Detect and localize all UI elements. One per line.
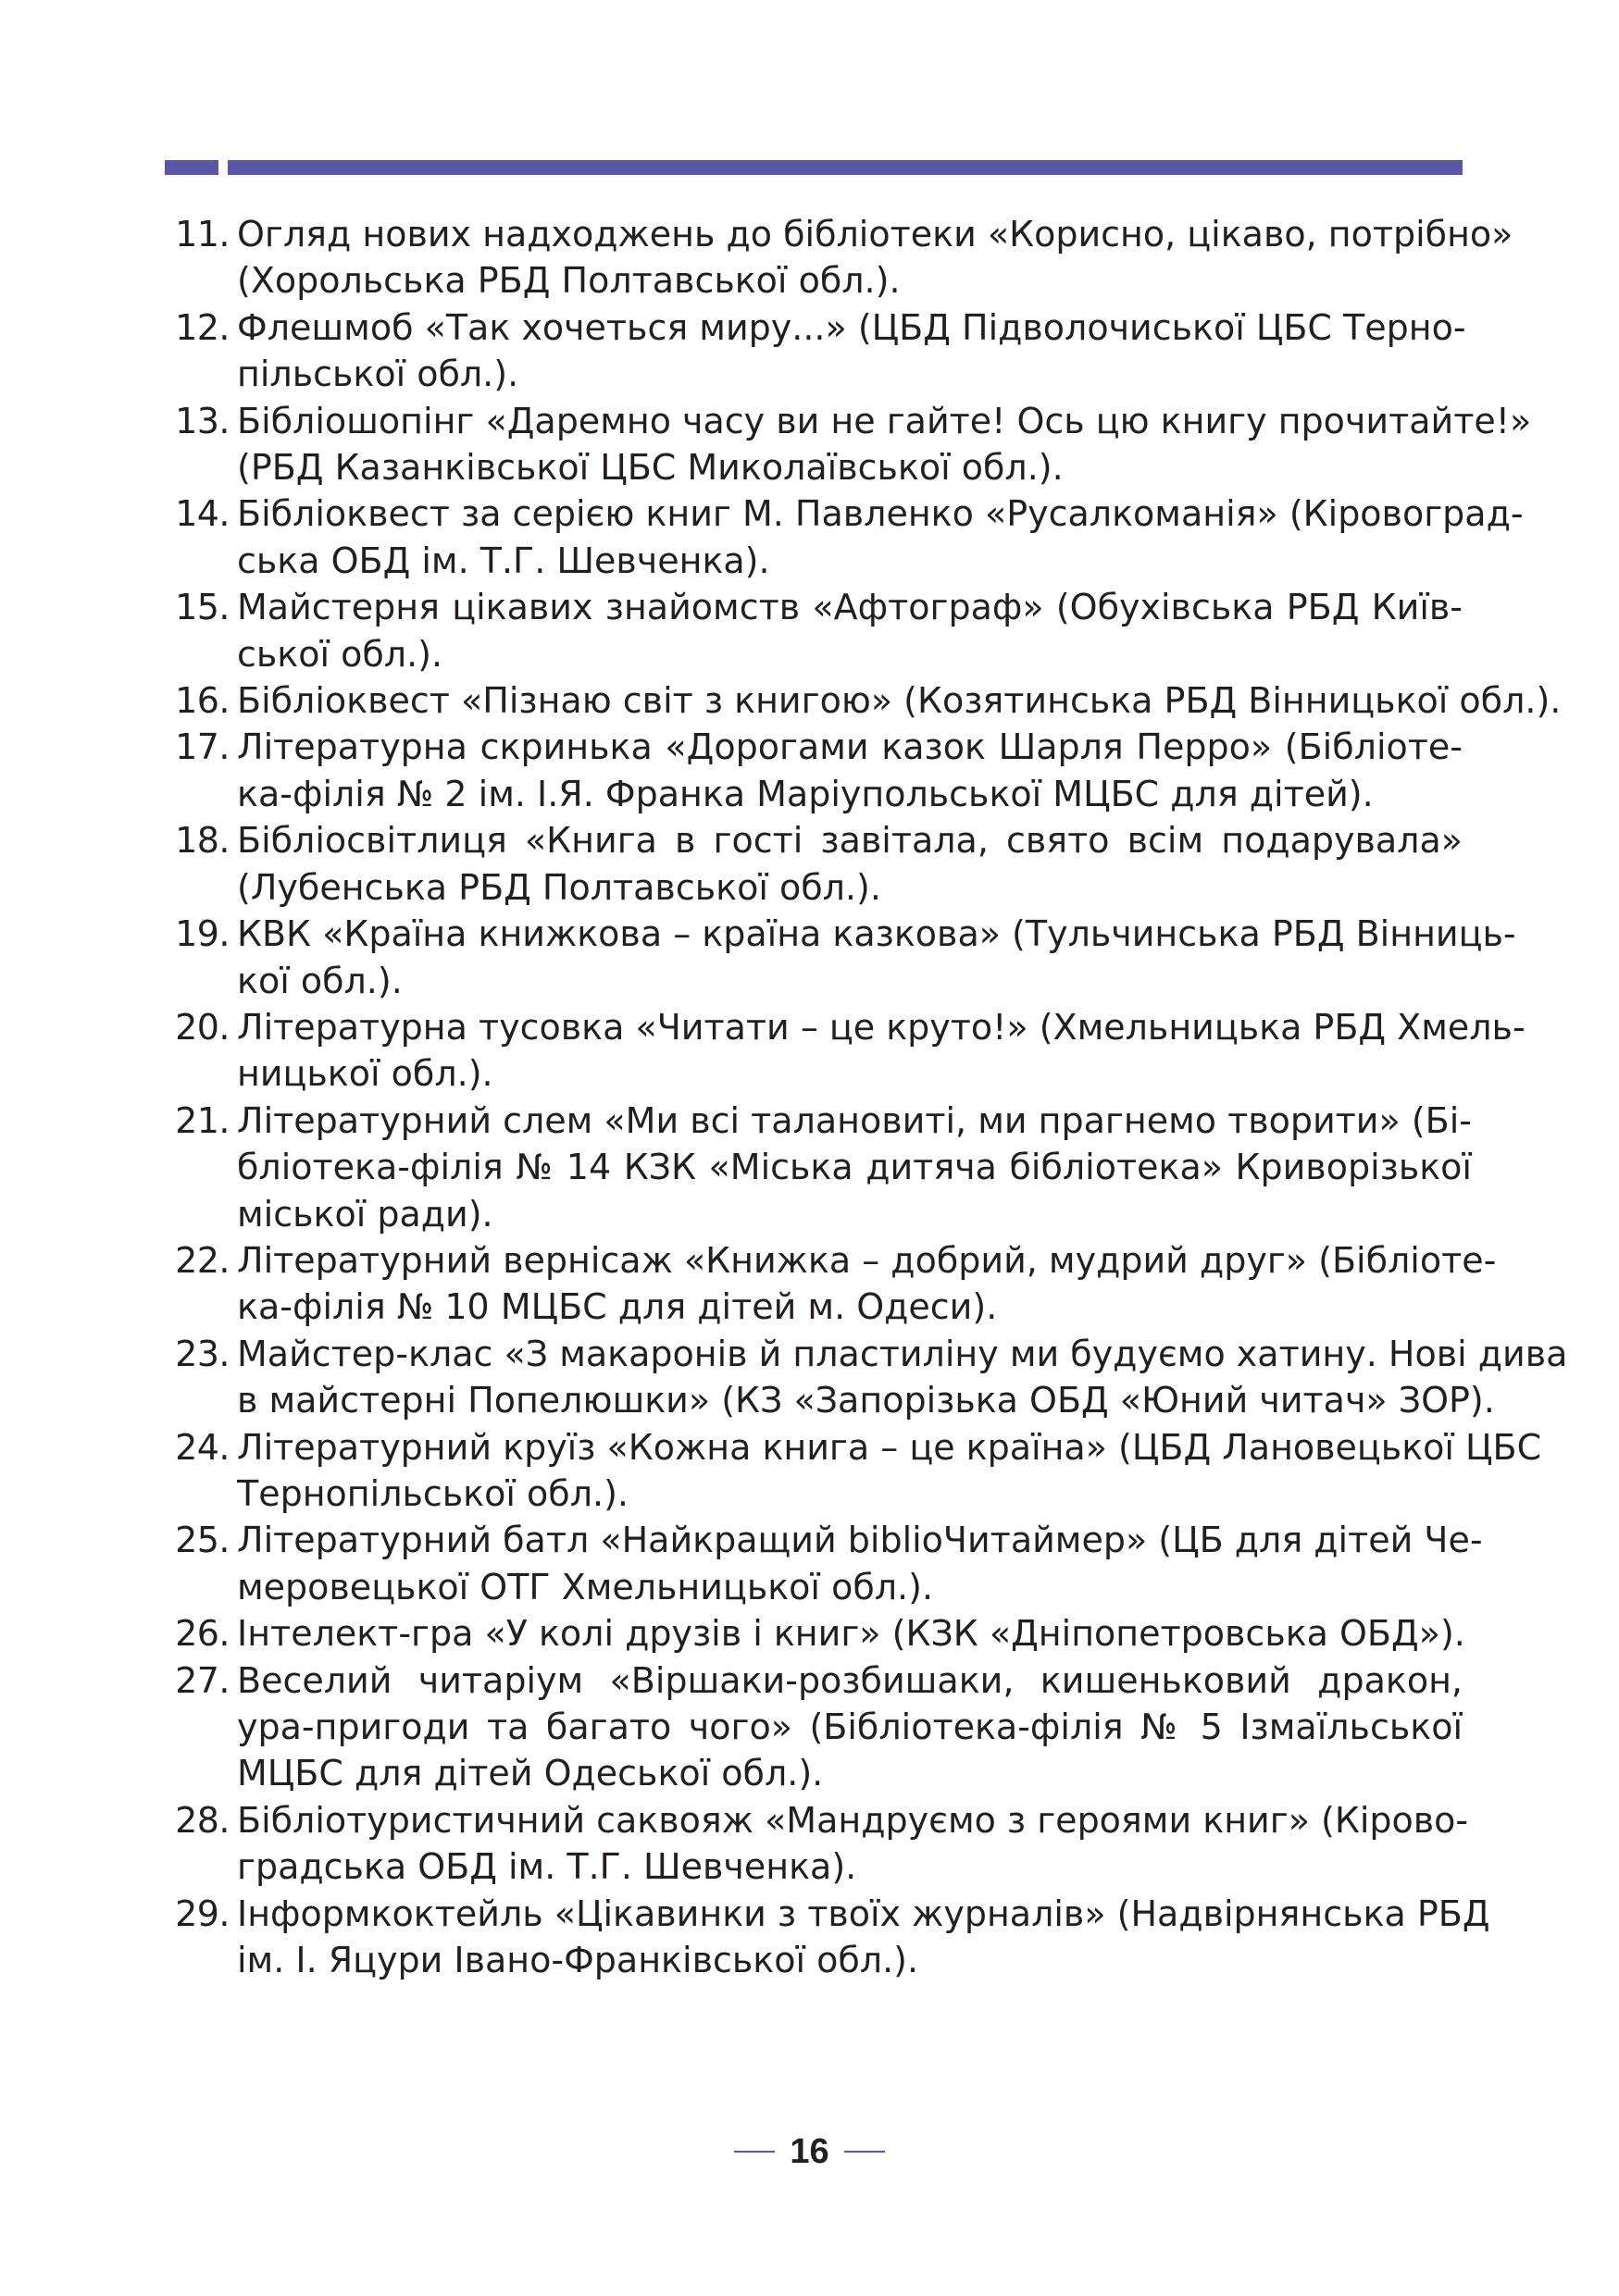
item-text-line: (Хорольська РБД Полтавської обл.). — [237, 260, 901, 302]
list-item — [163, 584, 1463, 677]
item-text — [230, 1424, 1541, 1518]
item-text-line: Бібліоквест «Пізнаю світ з книгою» (Козятинська РБД Вінницької обл.). — [237, 680, 1562, 722]
item-text-line: МЦБС для дітей Одеської обл.). — [237, 1753, 824, 1794]
page-number: 16 — [790, 2132, 829, 2171]
item-text-line: (Лубенська РБД Полтавської обл.). — [237, 866, 881, 908]
item-text-line: бліотека-філія № 14 КЗК «Міська дитяча бібліотека» Криворізької — [237, 1147, 1472, 1188]
item-text-line: Літературна скринька «Дорогами казок Шарля Перро» (Бібліоте- — [237, 726, 1463, 768]
item-text — [230, 1098, 1472, 1237]
item-text-line: ура-пригоди та багато чого» (Бібліотека-філія № 5 Ізмаїльської — [237, 1706, 1463, 1747]
item-text-line: ницької обл.). — [237, 1053, 493, 1095]
item-number: 28. — [175, 1799, 230, 1841]
item-text — [230, 490, 1524, 584]
item-text-line: Літературна тусовка «Читати – це круто!» (Хмельницька РБД Хмель- — [237, 1006, 1526, 1048]
item-text — [230, 1891, 1490, 1984]
item-text — [230, 1517, 1483, 1610]
item-text-line: ської обл.). — [237, 633, 443, 675]
item-text-line: Літературний слем «Ми всі талановиті, ми прагнемо творити» (Бі- — [237, 1099, 1472, 1141]
item-number: 24. — [175, 1426, 230, 1468]
list-item — [163, 1797, 1469, 1891]
item-text — [230, 304, 1466, 398]
item-text-line: Тернопільської обл.). — [237, 1472, 629, 1514]
item-text-line: Бібліоквест за серією книг М. Павленко «Русалкоманія» (Кіровоград- — [237, 493, 1524, 535]
item-number: 26. — [175, 1613, 230, 1655]
list-item — [163, 677, 1562, 724]
item-number: 16. — [175, 680, 230, 722]
item-text-line: Флешмоб «Так хочеться миру...» (ЦБД Підволочиської ЦБС Терно- — [237, 306, 1466, 348]
item-text — [230, 1797, 1468, 1891]
item-number: 29. — [175, 1893, 230, 1934]
list-item — [163, 911, 1516, 1004]
item-text-line: міської ради). — [237, 1193, 493, 1235]
item-number: 21. — [175, 1099, 230, 1141]
item-text — [230, 1657, 1463, 1797]
list-item — [163, 1610, 1463, 1657]
item-text — [230, 584, 1463, 677]
list-item — [163, 398, 1532, 491]
item-number: 27. — [175, 1659, 230, 1701]
list-item — [163, 724, 1463, 817]
item-text — [230, 677, 1561, 724]
item-number: 23. — [175, 1333, 230, 1374]
page-footer — [0, 2134, 1619, 2169]
item-text-line: Бібліотуристичний саквояж «Мандруємо з героями книг» (Кірово- — [237, 1799, 1469, 1841]
item-number: 11. — [175, 214, 230, 254]
item-number: 13. — [175, 400, 230, 441]
item-number: 22. — [175, 1239, 230, 1281]
item-text-line: ська ОБД ім. Т.Г. Шевченка). — [237, 540, 770, 581]
list-item — [163, 211, 1513, 304]
item-text — [230, 724, 1463, 817]
item-text-line: Інтелект-гра «У колі друзів і книг» (КЗК «Дніпопетровська ОБД»). — [237, 1613, 1465, 1655]
item-text — [230, 398, 1531, 491]
item-number: 25. — [175, 1520, 230, 1561]
item-text — [230, 1610, 1465, 1657]
item-number: 19. — [175, 913, 230, 955]
item-text-line: Літературний круїз «Кожна книга – це країна» (ЦБД Лановецької ЦБС — [237, 1426, 1542, 1468]
item-number: 18. — [175, 820, 230, 862]
item-text-line: в майстерні Попелюшки» (КЗ «Запорізька ОБД «Юний читач» ЗОР). — [237, 1380, 1495, 1421]
list-item — [163, 1098, 1472, 1237]
item-text-line: (РБД Казанківської ЦБС Миколаївської обл.). — [237, 447, 1064, 489]
item-text-line: кої обл.). — [237, 960, 403, 1001]
item-text-line: ка-філія № 2 ім. І.Я. Франка Маріупольської МЦБС для дітей). — [237, 773, 1374, 814]
item-text-line: КВК «Країна книжкова – країна казкова» (Тульчинська РБД Вінниць- — [237, 913, 1516, 955]
list-item — [163, 1891, 1490, 1984]
item-number: 12. — [175, 306, 230, 348]
item-text — [230, 211, 1513, 304]
list-item — [163, 1517, 1483, 1610]
item-text — [230, 1004, 1526, 1098]
event-list — [163, 211, 1568, 1983]
footer-dash-left — [734, 2151, 775, 2153]
item-text-line: меровецької ОТГ Хмельницької обл.). — [237, 1566, 934, 1607]
item-number: 17. — [175, 726, 230, 768]
item-text-line: Огляд нових надходжень до бібліотеки «Корисно, цікаво, потрібно» — [237, 214, 1513, 254]
list-item — [163, 1004, 1526, 1098]
item-text — [230, 1237, 1496, 1331]
header-rule-short — [165, 160, 218, 175]
list-item — [163, 490, 1524, 584]
list-item — [163, 1237, 1497, 1331]
list-item — [163, 1657, 1463, 1797]
item-text-line: Літературний батл «Найкращий bibliоЧитаймер» (ЦБ для дітей Че- — [237, 1520, 1483, 1561]
item-text-line: Літературний вернісаж «Книжка – добрий, мудрий друг» (Бібліоте- — [237, 1239, 1497, 1281]
item-text — [230, 817, 1463, 911]
item-text-line: пільської обл.). — [237, 354, 519, 395]
item-text-line: ім. І. Яцури Івано-Франківської обл.). — [237, 1940, 919, 1981]
list-item — [163, 1424, 1542, 1518]
item-number: 15. — [175, 587, 230, 628]
item-text-line: градська ОБД ім. Т.Г. Шевченка). — [237, 1846, 857, 1888]
header-rule-long — [228, 160, 1463, 175]
item-text-line: Бібліошопінг «Даремно часу ви не гайте! Ось цю книгу прочитайте!» — [237, 400, 1532, 441]
item-text — [230, 911, 1516, 1004]
list-item — [163, 817, 1463, 911]
item-number: 20. — [175, 1006, 230, 1048]
item-text-line: Майстер-клас «З макаронів й пластиліну ми будуємо хатину. Нові дива — [237, 1333, 1568, 1374]
item-number: 14. — [175, 493, 230, 535]
item-text — [230, 1331, 1567, 1424]
item-text-line: Майстерня цікавих знайомств «Афтограф» (Обухівська РБД Київ- — [237, 587, 1463, 628]
list-item — [163, 1331, 1568, 1424]
item-text-line: Бібліосвітлиця «Книга в гості завітала, свято всім подарувала» — [237, 820, 1463, 862]
item-text-line: Інформкоктейль «Цікавинки з твоїх журналів» (Надвірнянська РБД — [237, 1893, 1490, 1934]
item-text-line: Веселий читаріум «Віршаки-розбишаки, кишеньковий дракон, — [237, 1659, 1463, 1701]
item-text-line: ка-філія № 10 МЦБС для дітей м. Одеси). — [237, 1286, 998, 1328]
list-item — [163, 304, 1466, 398]
footer-dash-right — [844, 2151, 885, 2153]
